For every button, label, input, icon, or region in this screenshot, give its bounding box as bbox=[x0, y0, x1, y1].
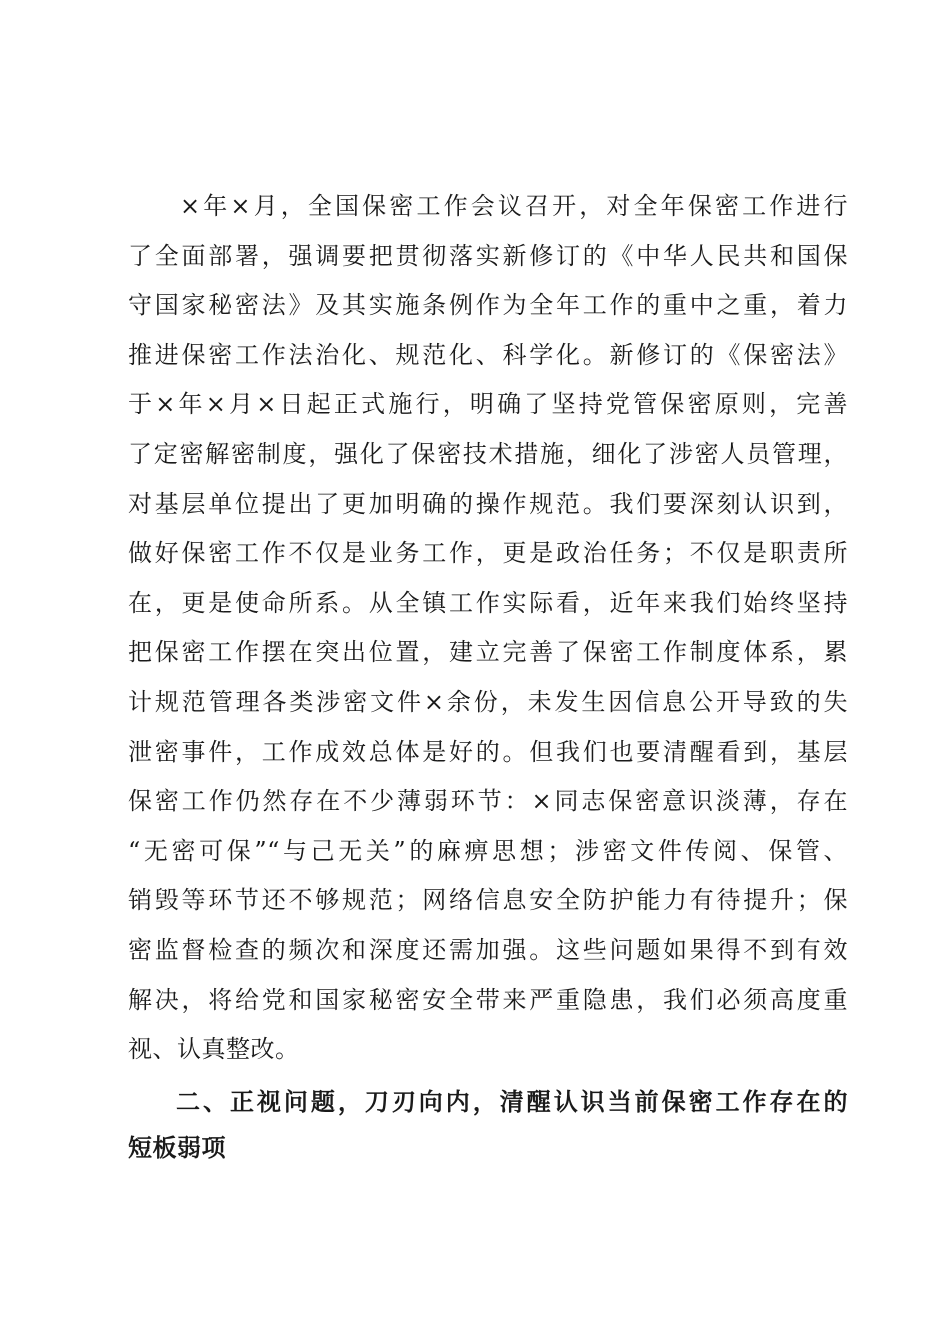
section-heading bbox=[128, 1079, 848, 1171]
paragraph-line: 在，更是使命所系。从全镇工作实际看，近年来我们始终坚持 bbox=[128, 588, 848, 617]
heading-line: 二、正视问题，刀刃向内，清醒认识当前保密工作存在的 bbox=[176, 1088, 848, 1116]
paragraph-line: 销毁等环节还不够规范；网络信息安全防护能力有待提升；保 bbox=[128, 886, 848, 915]
paragraph-line: 密监督检查的频次和深度还需加强。这些问题如果得不到有效 bbox=[128, 935, 848, 964]
paragraph-line: ×年×月，全国保密工作会议召开，对全年保密工作进行 bbox=[180, 192, 848, 220]
paragraph-line: 泄密事件，工作成效总体是好的。但我们也要清醒看到，基层 bbox=[128, 737, 848, 766]
paragraph-line: 推进保密工作法治化、规范化、科学化。新修订的《保密法》 bbox=[128, 340, 848, 369]
body-paragraph bbox=[128, 182, 848, 1075]
paragraph-line: 保密工作仍然存在不少薄弱环节：×同志保密意识淡薄，存在 bbox=[128, 787, 848, 816]
paragraph-line: 于×年×月×日起正式施行，明确了坚持党管保密原则，完善 bbox=[128, 390, 848, 419]
paragraph-line: 了全面部署，强调要把贯彻落实新修订的《中华人民共和国保 bbox=[128, 241, 848, 270]
paragraph-line: 对基层单位提出了更加明确的操作规范。我们要深刻认识到， bbox=[128, 489, 848, 518]
paragraph-line: 解决，将给党和国家秘密安全带来严重隐患，我们必须高度重 bbox=[128, 985, 848, 1014]
paragraph-line: 做好保密工作不仅是业务工作，更是政治任务；不仅是职责所 bbox=[128, 539, 848, 568]
paragraph-line: 计规范管理各类涉密文件×余份，未发生因信息公开导致的失 bbox=[128, 687, 848, 716]
paragraph-line: 把保密工作摆在突出位置，建立完善了保密工作制度体系，累 bbox=[128, 638, 848, 667]
paragraph-line: 了定密解密制度，强化了保密技术措施，细化了涉密人员管理， bbox=[128, 439, 848, 468]
paragraph-line: 视、认真整改。 bbox=[128, 1035, 300, 1064]
paragraph-line: 守国家秘密法》及其实施条例作为全年工作的重中之重，着力 bbox=[128, 291, 848, 320]
heading-line: 短板弱项 bbox=[128, 1134, 226, 1162]
paragraph-line: “无密可保”“与己无关”的麻痹思想；涉密文件传阅、保管、 bbox=[128, 836, 848, 865]
